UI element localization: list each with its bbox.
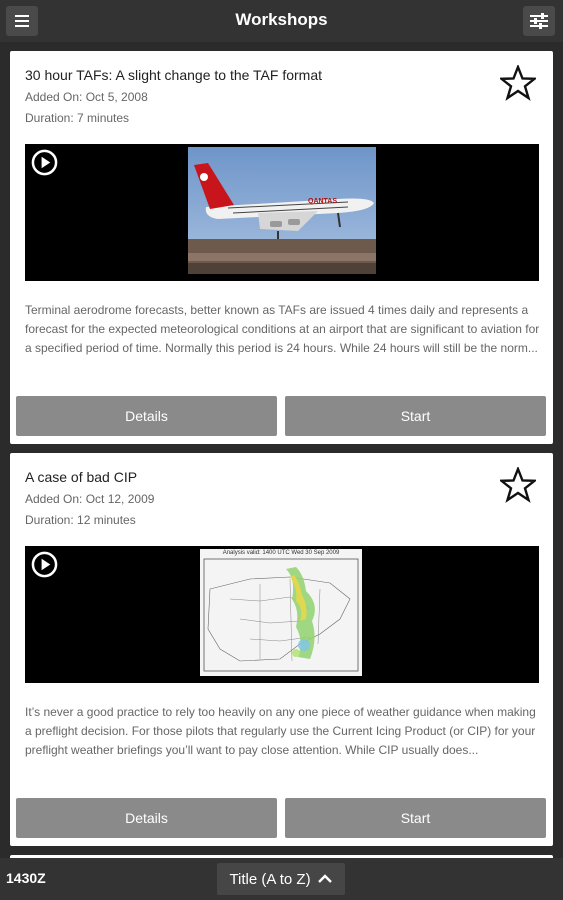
sort-label: Title (A to Z) (229, 870, 311, 888)
workshop-title: 30 hour TAFs: A slight change to the TAF format (25, 67, 323, 83)
icing-map-thumbnail (200, 549, 362, 676)
favorite-star-icon[interactable] (500, 467, 536, 503)
start-button[interactable]: Start (285, 396, 546, 436)
video-player[interactable] (25, 546, 539, 683)
sliders-filter-icon (530, 13, 548, 29)
workshop-added-date: Added On: Oct 12, 2009 (25, 492, 155, 506)
airliner-takeoff-thumbnail (188, 147, 376, 274)
workshop-description: Terminal aerodrome forecasts, better known as TAFs are issued 4 times daily and represents a forecast for the expected meteorological conditions at an airport that are significant to aviation for a specified period of time. Normally this period is 24 hours. While 24 hours will still be the norm... (25, 303, 540, 355)
workshop-duration: Duration: 12 minutes (25, 513, 136, 527)
details-button[interactable]: Details (16, 798, 277, 838)
page-title: Workshops (235, 10, 328, 29)
sort-button[interactable] (217, 863, 345, 895)
utc-time: 1430Z (6, 870, 46, 886)
map-caption: Analysis valid: 1400 UTC Wed 30 Sep 2009 (222, 550, 340, 556)
workshop-duration: Duration: 7 minutes (25, 111, 130, 125)
filter-button[interactable] (523, 6, 555, 36)
workshop-card (10, 453, 553, 846)
svg-text:QANTAS: QANTAS (308, 198, 338, 205)
favorite-star-icon[interactable] (500, 65, 536, 101)
chevron-up-icon (317, 874, 333, 884)
play-icon[interactable] (31, 551, 58, 578)
workshop-list[interactable] (0, 42, 563, 858)
bottom-bar (0, 858, 563, 900)
play-icon[interactable] (31, 149, 58, 176)
workshop-description: It’s never a good practice to rely too heavily on any one piece of weather guidance when making a preflight decision. For those pilots that regularly use the Current Icing Product (or CIP) for your preflight weather briefings you’ll want to pay close attention. While CIP usually does... (25, 705, 536, 757)
start-button[interactable]: Start (285, 798, 546, 838)
video-player[interactable] (25, 144, 539, 281)
workshop-added-date: Added On: Oct 5, 2008 (25, 90, 148, 104)
details-button[interactable]: Details (16, 396, 277, 436)
workshop-card (10, 51, 553, 444)
top-app-bar (0, 0, 563, 42)
workshop-title: A case of bad CIP (25, 469, 138, 485)
